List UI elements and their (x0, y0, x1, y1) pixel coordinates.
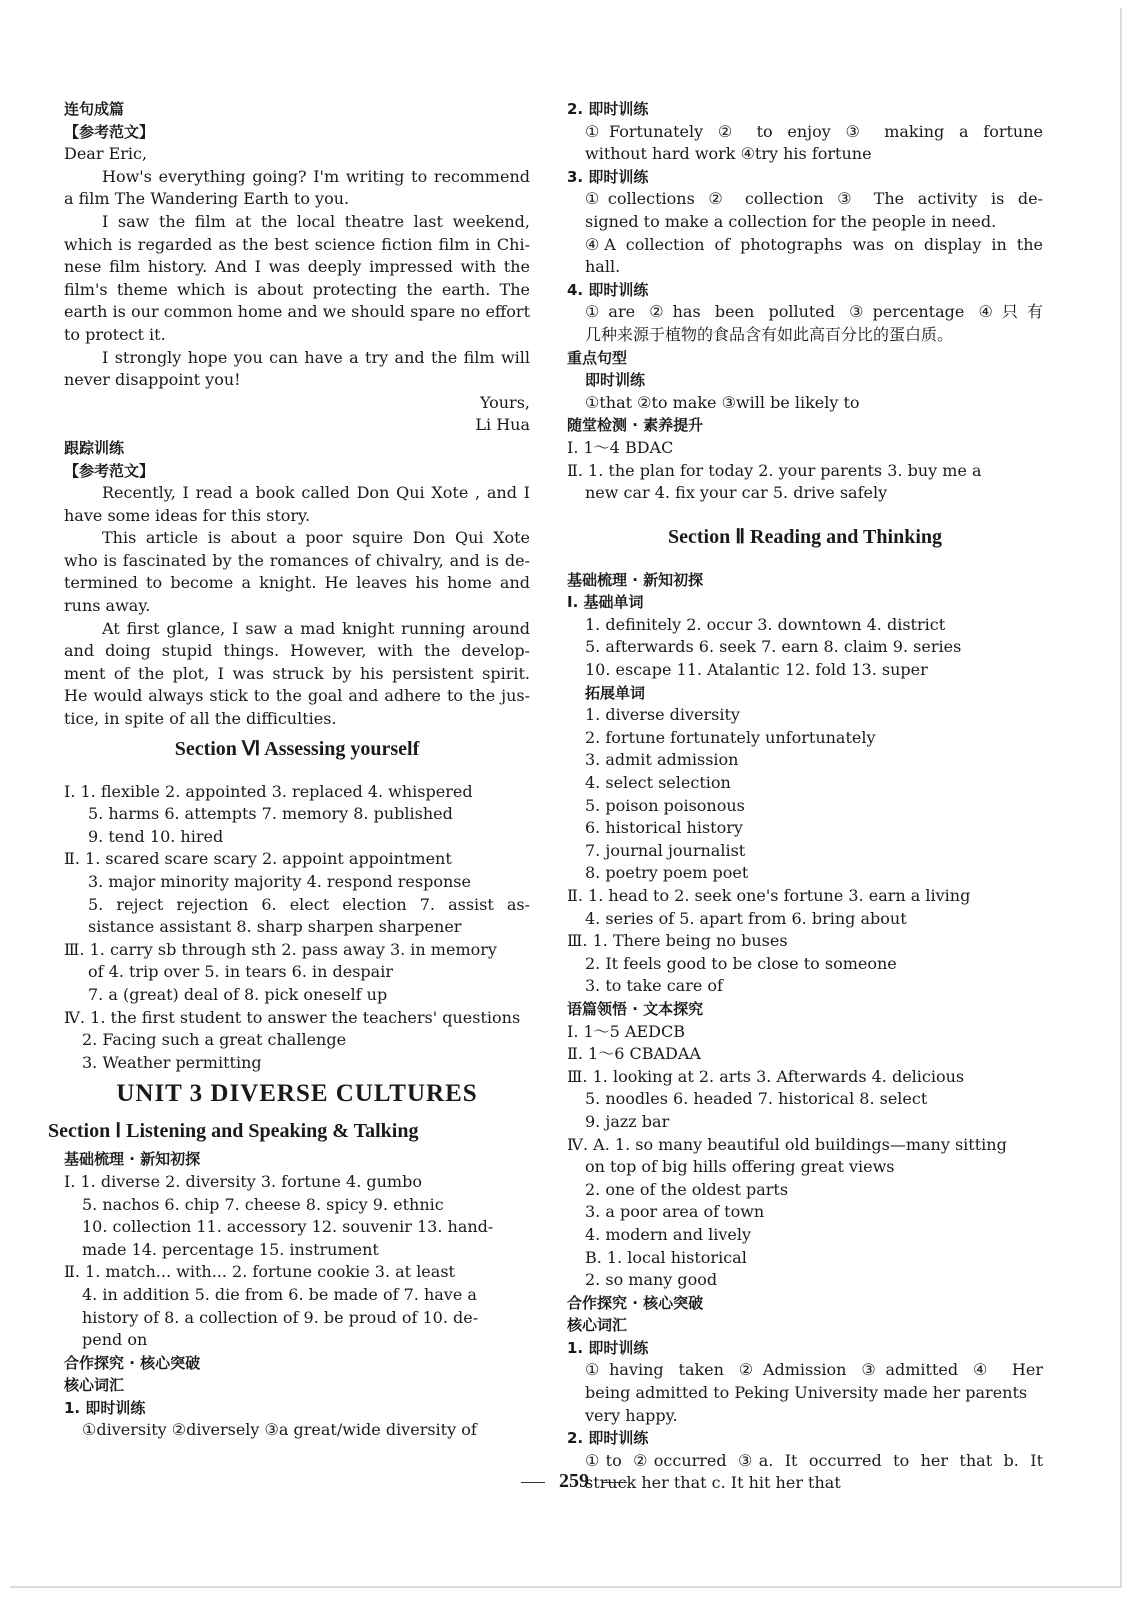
text-line: 2. 即时训练 (567, 100, 649, 118)
text-line: hall. (585, 257, 621, 277)
text-line: 连句成篇 (64, 100, 125, 118)
text-line: very happy. (585, 1405, 678, 1425)
text-line: pend on (82, 1330, 148, 1350)
text-line: a film The Wandering Earth to you. (64, 189, 350, 209)
text-line: ①diversity ②diversely ③a great/wide diversity of (82, 1420, 477, 1440)
text-line: 4. in addition 5. die from 6. be made of 7. have a (82, 1284, 477, 1304)
text-line: ①to ②occurred ③a. It occurred to her that b. It (585, 1450, 1043, 1470)
text-line: 3. 即时训练 (567, 167, 649, 186)
text-line: struck her that c. It hit her that (585, 1473, 841, 1493)
section-heading: Section Ⅵ Assessing yourself (174, 737, 420, 760)
text-line: 5. afterwards 6. seek 7. earn 8. claim 9. series (585, 637, 962, 657)
text-line: on top of big hills offering great views (585, 1157, 895, 1177)
text-line: 10. collection 11. accessory 12. souvenir 13. hand- (82, 1217, 494, 1237)
text-line: Yours, (479, 392, 530, 412)
text-line: 随堂检测 · 素养提升 (567, 416, 704, 435)
text-line: 5. poison poisonous (585, 795, 745, 815)
text-line: runs away. (64, 596, 151, 616)
text-line: and doing stupid things. However, with the develop- (64, 641, 530, 661)
text-line: Ⅱ. 1. head to 2. seek one's fortune 3. earn a living (567, 886, 971, 905)
text-line: 7. journal journalist (585, 840, 746, 860)
text-line: film's theme which is about protecting the earth. The (64, 279, 530, 299)
text-line: 4. series of 5. apart from 6. bring about (585, 908, 907, 928)
text-line: Ⅳ. A. 1. so many beautiful old buildings—many sitting (567, 1134, 1007, 1154)
text-line: 9. jazz bar (585, 1111, 670, 1131)
text-line: Li Hua (475, 415, 530, 435)
text-line: 5. nachos 6. chip 7. cheese 8. spicy 9. ethnic (82, 1194, 444, 1214)
text-line: termined to become a knight. He leaves his home and (64, 573, 530, 593)
text-line: ①having taken ②Admission ③admitted ④ Her (585, 1360, 1043, 1380)
text-line: Ⅱ. 1. the plan for today 2. your parents 3. buy me a (567, 460, 982, 480)
text-line: tice, in spite of all the difficulties. (64, 709, 337, 729)
text-line (64, 767, 530, 781)
text-line: history of 8. a collection of 9. be proud of 10. de- (82, 1307, 479, 1327)
text-line: have some ideas for this story. (64, 505, 311, 525)
text-line: earth is our common home and we should spare no effort (64, 302, 530, 322)
text-line: I saw the film at the local theatre last weekend, (102, 211, 530, 231)
text-line: Recently, I read a book called Don Qui Xote , and I (102, 483, 530, 503)
text-line: Ⅰ. 1. flexible 2. appointed 3. replaced 4. whispered (64, 781, 473, 801)
text-line: Ⅱ. 1～6 CBADAA (567, 1044, 701, 1064)
text-line: 3. a poor area of town (585, 1202, 765, 1222)
text-line: 5. harms 6. attempts 7. memory 8. published (88, 804, 453, 824)
text-line: 2. fortune fortunately unfortunately (585, 727, 876, 747)
text-line: 1. 即时训练 (64, 1398, 146, 1417)
text-line (567, 555, 1043, 569)
text-line: 1. diverse diversity (585, 705, 740, 725)
text-line: which is regarded as the best science fiction film in Chi- (64, 234, 530, 254)
text-line: This article is about a poor squire Don Qui Xote (102, 528, 530, 548)
text-line: Ⅰ. 1～5 AEDCB (567, 1021, 686, 1041)
text-line: made 14. percentage 15. instrument (82, 1239, 379, 1259)
text-line: ①that ②to make ③will be likely to (585, 392, 860, 412)
text-line: 1. 即时训练 (567, 1338, 649, 1357)
text-line: 重点句型 (567, 348, 628, 367)
text-line: ment of the plot, I was struck by his persistent spirit. (64, 663, 530, 683)
text-line: being admitted to Peking University made her parents (585, 1383, 1028, 1403)
text-line: Ⅰ. 1～4 BDAC (567, 437, 674, 457)
text-line: He would always stick to the goal and adhere to the jus- (64, 686, 530, 706)
text-line: 【参考范文】 (64, 461, 155, 480)
right-column (567, 98, 1043, 1495)
text-line: 核心词汇 (567, 1316, 628, 1335)
text-line: signed to make a collection for the people in need. (585, 211, 997, 231)
text-line: Ⅰ. 1. diverse 2. diversity 3. fortune 4. gumbo (64, 1171, 422, 1191)
text-line: Ⅲ. 1. carry sb through sth 2. pass away 3. in memory (64, 939, 497, 959)
text-line: 几种来源于植物的食品含有如此高百分比的蛋白质。 (585, 324, 954, 344)
text-line: 2. Facing such a great challenge (82, 1030, 347, 1050)
text-line: 6. historical history (585, 818, 743, 838)
text-line: nese film history. And I was deeply impressed with the (64, 257, 530, 277)
text-line: B. 1. local historical (585, 1247, 747, 1267)
text-line: How's everything going? I'm writing to recommend (102, 166, 530, 186)
text-line: to protect it. (64, 324, 166, 344)
text-line: 语篇领悟 · 文本探究 (567, 999, 704, 1018)
text-line: ①are ②has been polluted ③percentage ④只有 (585, 302, 1043, 322)
text-line: 10. escape 11. Atalantic 12. fold 13. super (585, 660, 928, 680)
text-line: ①collections ② collection ③ The activity is de- (585, 189, 1043, 209)
text-line: 7. a (great) deal of 8. pick oneself up (88, 984, 388, 1004)
text-line: Ⅰ. 基础单词 (567, 593, 644, 612)
text-line: 即时训练 (585, 371, 646, 390)
text-line: 【参考范文】 (64, 122, 155, 141)
text-line: 1. definitely 2. occur 3. downtown 4. district (585, 614, 946, 634)
text-line: sistance assistant 8. sharp sharpen sharpener (88, 917, 462, 937)
text-line: 2. so many good (585, 1270, 718, 1290)
text-line: 5. reject rejection 6. elect election 7. assist as- (88, 894, 530, 914)
text-line: Ⅱ. 1. scared scare scary 2. appoint appointment (64, 849, 452, 869)
text-line: 2. one of the oldest parts (585, 1179, 789, 1199)
section-heading: Section Ⅰ Listening and Speaking & Talking (48, 1120, 419, 1143)
text-line: Ⅲ. 1. looking at 2. arts 3. Afterwards 4. delicious (567, 1066, 965, 1086)
text-line: 拓展单词 (585, 683, 646, 702)
text-line: 2. 即时训练 (567, 1429, 649, 1448)
text-line: 3. Weather permitting (82, 1052, 262, 1072)
text-line: 4. modern and lively (585, 1224, 751, 1244)
text-line: 合作探究 · 核心突破 (567, 1293, 704, 1312)
text-line: ①Fortunately ② to enjoy ③ making a fortune (585, 121, 1043, 141)
text-line: I strongly hope you can have a try and the film will (102, 347, 530, 367)
text-line: without hard work ④try his fortune (585, 144, 872, 164)
section-heading: Section Ⅱ Reading and Thinking (667, 525, 942, 548)
text-line: Ⅲ. 1. There being no buses (567, 931, 788, 951)
text-line: Ⅱ. 1. match... with... 2. fortune cookie 3. at least (64, 1262, 455, 1282)
text-line: 8. poetry poem poet (585, 863, 749, 883)
text-line: 3. major minority majority 4. respond response (88, 872, 471, 891)
text-line: new car 4. fix your car 5. drive safely (585, 483, 888, 503)
text-line: ④A collection of photographs was on display in the (585, 234, 1043, 254)
text-line: 3. to take care of (585, 976, 723, 996)
text-line: Ⅳ. 1. the first student to answer the teachers' questions (64, 1007, 521, 1027)
text-line: 基础梳理 · 新知初探 (64, 1150, 201, 1169)
section-heading: UNIT 3 DIVERSE CULTURES (116, 1080, 478, 1108)
page-number: 259 (0, 1470, 1148, 1493)
text-line: 4. 即时训练 (567, 280, 649, 299)
text-line: Dear Eric, (64, 144, 148, 164)
text-line: 合作探究 · 核心突破 (64, 1353, 201, 1372)
left-column (48, 98, 530, 1442)
text-line: 跟踪训练 (64, 438, 125, 457)
text-line: At first glance, I saw a mad knight running around (102, 618, 530, 638)
text-line: 9. tend 10. hired (88, 826, 224, 846)
text-line: of 4. trip over 5. in tears 6. in despair (88, 962, 393, 982)
text-line (567, 505, 1043, 519)
text-line: 5. noodles 6. headed 7. historical 8. select (585, 1089, 928, 1109)
text-line: 基础梳理 · 新知初探 (567, 570, 704, 589)
text-line: 2. It feels good to be close to someone (585, 953, 897, 973)
text-line: 3. admit admission (585, 750, 739, 770)
text-line: never disappoint you! (64, 370, 241, 390)
text-line: who is fascinated by the romances of chivalry, and is de- (64, 550, 530, 570)
text-line: 4. select selection (585, 773, 731, 793)
text-line: 核心词汇 (64, 1376, 125, 1395)
